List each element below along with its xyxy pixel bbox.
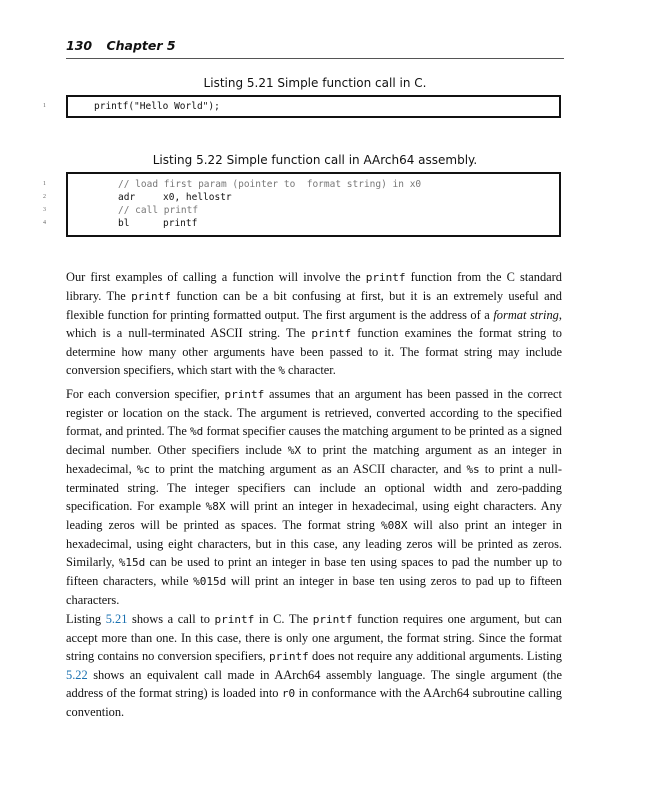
code-line <box>43 191 559 204</box>
listing-5-21-link[interactable]: 5.21 <box>105 612 128 626</box>
line-number: 2 <box>43 194 46 200</box>
listing-5-21-caption: Listing 5.21 Simple function call in C. <box>203 76 427 90</box>
code-line <box>43 178 559 191</box>
listing-5-22-caption: Listing 5.22 Simple function call in AArch64 assembly. <box>152 153 478 167</box>
body-paragraph-2: For each conversion specifier, printf assumes that an argument has been passed in the correct register or location on the stack. The argument is retrieved, converted according to the specified format, and printed. The %d format specifier causes the matching argument to be printed as a signed decimal number. Other specifiers include %X to print the matching argument as an integer in hexadecimal, %c to print the matching argument as an ASCII character, and %s to print a null-terminated string. The integer specifiers can include an optional width and zero-padding specification. For example %8X will print an integer in hexadecimal, using eight characters. Any leading zeros will be printed as spaces. The format string %08X will also print an integer in hexadecimal, using eight characters, but in this case, any leading zeros will be printed as zeros. Similarly, %15d can be used to print an integer in base ten using spaces to pad the number up to fifteen characters, while %015d will print an integer in base ten using zeros to pad up to fifteen characters. <box>66 387 562 607</box>
line-number: 4 <box>43 220 46 226</box>
line-number: 1 <box>43 181 46 187</box>
line-number: 3 <box>43 207 46 213</box>
running-header <box>66 38 564 59</box>
listing-5-22-code <box>43 172 561 237</box>
line-number: 1 <box>43 103 46 109</box>
page-number: 130 <box>66 38 93 53</box>
code-operands: x0, hellostr <box>163 192 232 203</box>
listing-5-21-code <box>43 95 561 118</box>
listing-5-22-link[interactable]: 5.22 <box>66 668 88 682</box>
code-text: printf("Hello World"); <box>94 101 220 112</box>
code-opcode: bl <box>118 218 130 229</box>
code-opcode: adr <box>118 192 136 203</box>
code-line <box>43 204 559 217</box>
code-line <box>43 100 559 113</box>
chapter-title: Chapter 5 <box>106 38 176 53</box>
code-comment: // call printf <box>118 205 199 216</box>
code-comment: // load first param (pointer to format string) in x0 <box>118 179 422 190</box>
code-line <box>43 217 559 230</box>
body-paragraph-1: Our first examples of calling a function will involve the printf function from the C standard library. The printf function can be a bit confusing at first, but it is an extremely useful and flexible function for printing formatted output. The first argument is the address of a format string, which is a null-terminated ASCII string. The printf function examines the format string to determine how many other arguments have been passed to it. The format string may include conversion specifiers, which start with the % character. <box>66 270 562 377</box>
code-operands: printf <box>163 218 198 229</box>
body-paragraph-3: Listing 5.21 shows a call to printf in C. The printf function requires one argument, but can accept more than one. In this case, there is only one argument, the format string. Since the format string contains no conversion specifiers, printf does not require any additional arguments. Listing 5.22 shows an equivalent call made in AArch64 assembly language. The single argument (the address of the format string) is loaded into r0 in conformance with the AArch64 subroutine calling convention. <box>66 612 563 719</box>
